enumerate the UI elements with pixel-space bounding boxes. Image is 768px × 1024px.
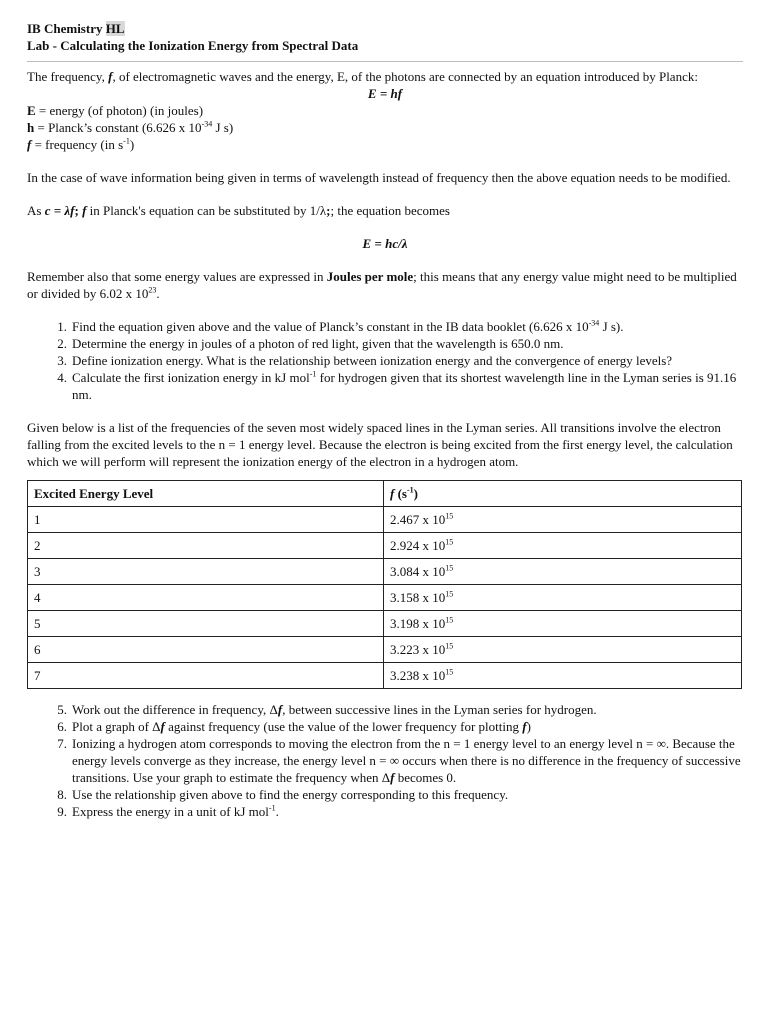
question-8: 8. Use the relationship given above to find the energy corresponding to this frequency.	[57, 787, 509, 802]
question-9: 9. Express the energy in a unit of kJ mol$^{-1}$.	[57, 803, 279, 819]
table-row: 2 2.924 x $10^{15}$	[28, 533, 742, 559]
header-divider	[27, 61, 743, 62]
definition-energy: E = energy (of photon) (in joules)	[27, 103, 204, 118]
column-header-level: Excited Energy Level	[28, 481, 384, 507]
table-row: 1 2.467 x $10^{15}$	[28, 507, 742, 533]
table-row: 7 3.238 x $10^{15}$	[28, 663, 742, 689]
question-4: 4. Calculate the first ionization energy in kJ mol$^{-1}$ for hydrogen given that its shortest wavelength line in the Lyman series is 91.16 nm.	[57, 369, 737, 402]
lab-title: Lab - Calculating the Ionization Energy from Spectral Data	[27, 38, 359, 53]
course-heading	[27, 20, 743, 37]
definition-planck-constant: h = Planck’s constant (6.626 x $10^{-34}$ J s)	[27, 119, 234, 135]
lyman-frequency-table	[27, 480, 742, 689]
wavelength-paragraph: In the case of wave information being given in terms of wavelength instead of frequency then the above equation needs to be modified.	[27, 170, 731, 185]
table-row: 3 3.084 x $10^{15}$	[28, 559, 742, 585]
substitution-paragraph: As c = λf; f in Planck's equation can be substituted by 1/λ;; the equation becomes	[27, 203, 450, 218]
question-2: 2. Determine the energy in joules of a photon of red light, given that the wavelength is 650.0 nm.	[57, 336, 564, 351]
table-row: 6 3.223 x $10^{15}$	[28, 637, 742, 663]
course-name: IB Chemistry	[27, 21, 103, 36]
question-5: 5. Work out the difference in frequency, Δf, between successive lines in the Lyman series for hydrogen.	[57, 702, 597, 717]
question-1: 1. Find the equation given above and the value of Planck’s constant in the IB data booklet (6.626 x $10^{-34}$ J s).	[57, 318, 624, 334]
question-6: 6. Plot a graph of Δf against frequency (use the value of the lower frequency for plotting f)	[57, 719, 531, 734]
table-header-row	[28, 481, 742, 507]
definition-frequency: f = frequency (in $s^{-1}$)	[27, 136, 135, 152]
lyman-intro-paragraph: Given below is a list of the frequencies of the seven most widely spaced lines in the Lyman series. All transitions involve the electron falling from the excited levels to the n = 1 energy level. Because the electron is being excited from the first energy level, the calculation which we will perform will represent the ionization energy of the electron in a hydrogen atom.	[27, 420, 733, 469]
column-header-frequency: f $(s^{-1})$	[384, 481, 742, 507]
questions-list-a	[27, 318, 743, 403]
table-row: 5 3.198 x $10^{15}$	[28, 611, 742, 637]
wavelength-equation: E = hc/λ	[362, 236, 408, 251]
question-3: 3. Define ionization energy. What is the relationship between ionization energy and the convergence of energy levels?	[57, 353, 673, 368]
joules-per-mole-paragraph: Remember also that some energy values are expressed in Joules per mole; this means that any energy value might need to be multiplied or divided by 6.02 x $10^{23}$.	[27, 269, 737, 301]
worksheet-page	[27, 20, 743, 820]
question-7: 7. Ionizing a hydrogen atom corresponds to moving the electron from the n = 1 energy level to an energy level n = ∞. Because the energy levels converge as they increase, the energy level n = ∞ occurs when there is no difference in the frequency of successive transitions. Use your graph to estimate the frequency when Δf becomes 0.	[57, 736, 741, 785]
questions-list-b	[27, 701, 743, 820]
table-row: 4 3.158 x $10^{15}$	[28, 585, 742, 611]
level-highlight: HL	[105, 21, 125, 36]
intro-paragraph: The frequency, f, of electromagnetic waves and the energy, E, of the photons are connected by an equation introduced by Planck:	[27, 69, 698, 84]
planck-equation: E = hf	[367, 86, 403, 101]
